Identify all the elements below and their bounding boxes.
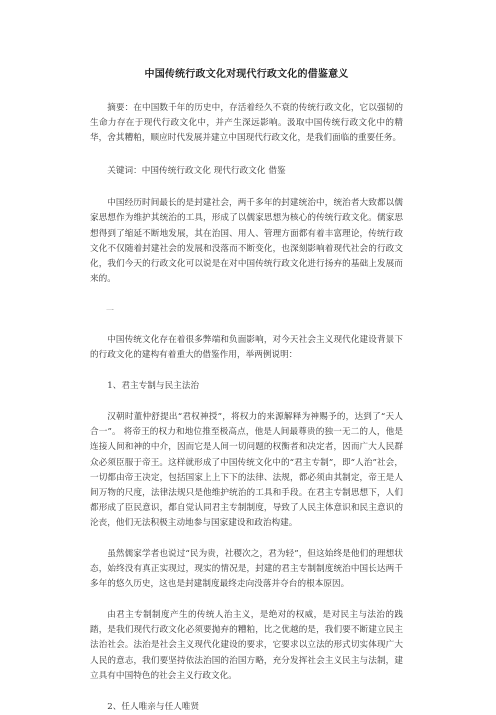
document-title: 中国传统行政文化对现代行政文化的借鉴意义 [144, 69, 349, 80]
subheading-2: 2、任人唯亲与任人唯贤 [107, 701, 200, 712]
subheading-1: 1、君主专制与民主法治 [107, 381, 200, 392]
body-paragraph-1: 汉朝时董仲舒提出“君权神授”，将权力的来源解释为神赐予的，达到了“天人合一”。 将帝王的权力和地位推至极高点，他是人间最尊贵的独一无二的人，他是连接人间和神的中介，因而它是人间一切问题的权衡者和决定者，因而广大人民群众必须臣服于帝王。这样就形成了中国传统文化中的“君主专制”，即“人治”社会，一切都由帝王决定，包括国家上上下下的法律、法规，都必须由其制定，帝王是人间万物的尺度，法律法规只是他维护统治的工具和手段。在君主专制思想下，人们都形成了臣民意识，都自觉认同君主专制制度，导致了人民主体意识和民主意识的沦丧，他们无法积极主动地参与国家建设和政治构建。 [90, 412, 403, 528]
abstract-paragraph: 摘要：在中国数千年的历史中，存活着经久不衰的传统行政文化，它以强韧的生命力存在于现代行政文化中，并产生深远影响。汲取中国传统行政文化中的精华，舍其糟粕，顺应时代发展并建立中国现代行政文化，是我们面临的重要任务。 [90, 103, 403, 144]
body-paragraph-2: 虽然儒家学者也说过“民为贵，社稷次之，君为轻”，但这始终是他们的理想状态，始终没有真正实现过，现实的情况是，封建的君主专制制度统治中国长达两千多年的悠久历史，这也是封建制度最终走向没落并夺台的根本原因。 [90, 548, 403, 590]
section-intro-paragraph: 中国传统文化存在着很多弊端和负面影响，对今天社会主义现代化建设背景下的行政文化的建构有着重大的借鉴作用，举两例说明： [90, 334, 403, 361]
keywords-line: 关键词：中国传统行政文化 现代行政文化 借鉴 [107, 166, 286, 177]
body-paragraph-3: 由君主专制制度产生的传统人治主义，是绝对的权威，是对民主与法治的践踏，是我们现代行政文化必须要抛弃的糟粕，比之优越的是，我们要不断建立民主法治社会。法治是社会主义现代化建设的要求，它要求以立法的形式切实体现广大人民的意志，我们要坚持依法治国的治国方略，充分发挥社会主义民主与法制，建立具有中国特色的社会主义行政文化。 [90, 610, 403, 681]
intro-paragraph: 中国经历时间最长的是封建社会，两千多年的封建统治中，统治者大致都以儒家思想作为维护其统治的工具，形成了以儒家思想为核心的传统行政文化。儒家思想得到了缩延不断地发展，其在治国、用人、管理方面都有着丰富理论，传统行政文化不仅随着封建社会的发展和没落而不断变化，也深刻影响着现代社会的行政文化，我们今天的行政文化可以说是在对中国传统行政文化进行扬弃的基础上发展而来的。 [90, 198, 403, 284]
section-number: 一 [106, 305, 114, 315]
